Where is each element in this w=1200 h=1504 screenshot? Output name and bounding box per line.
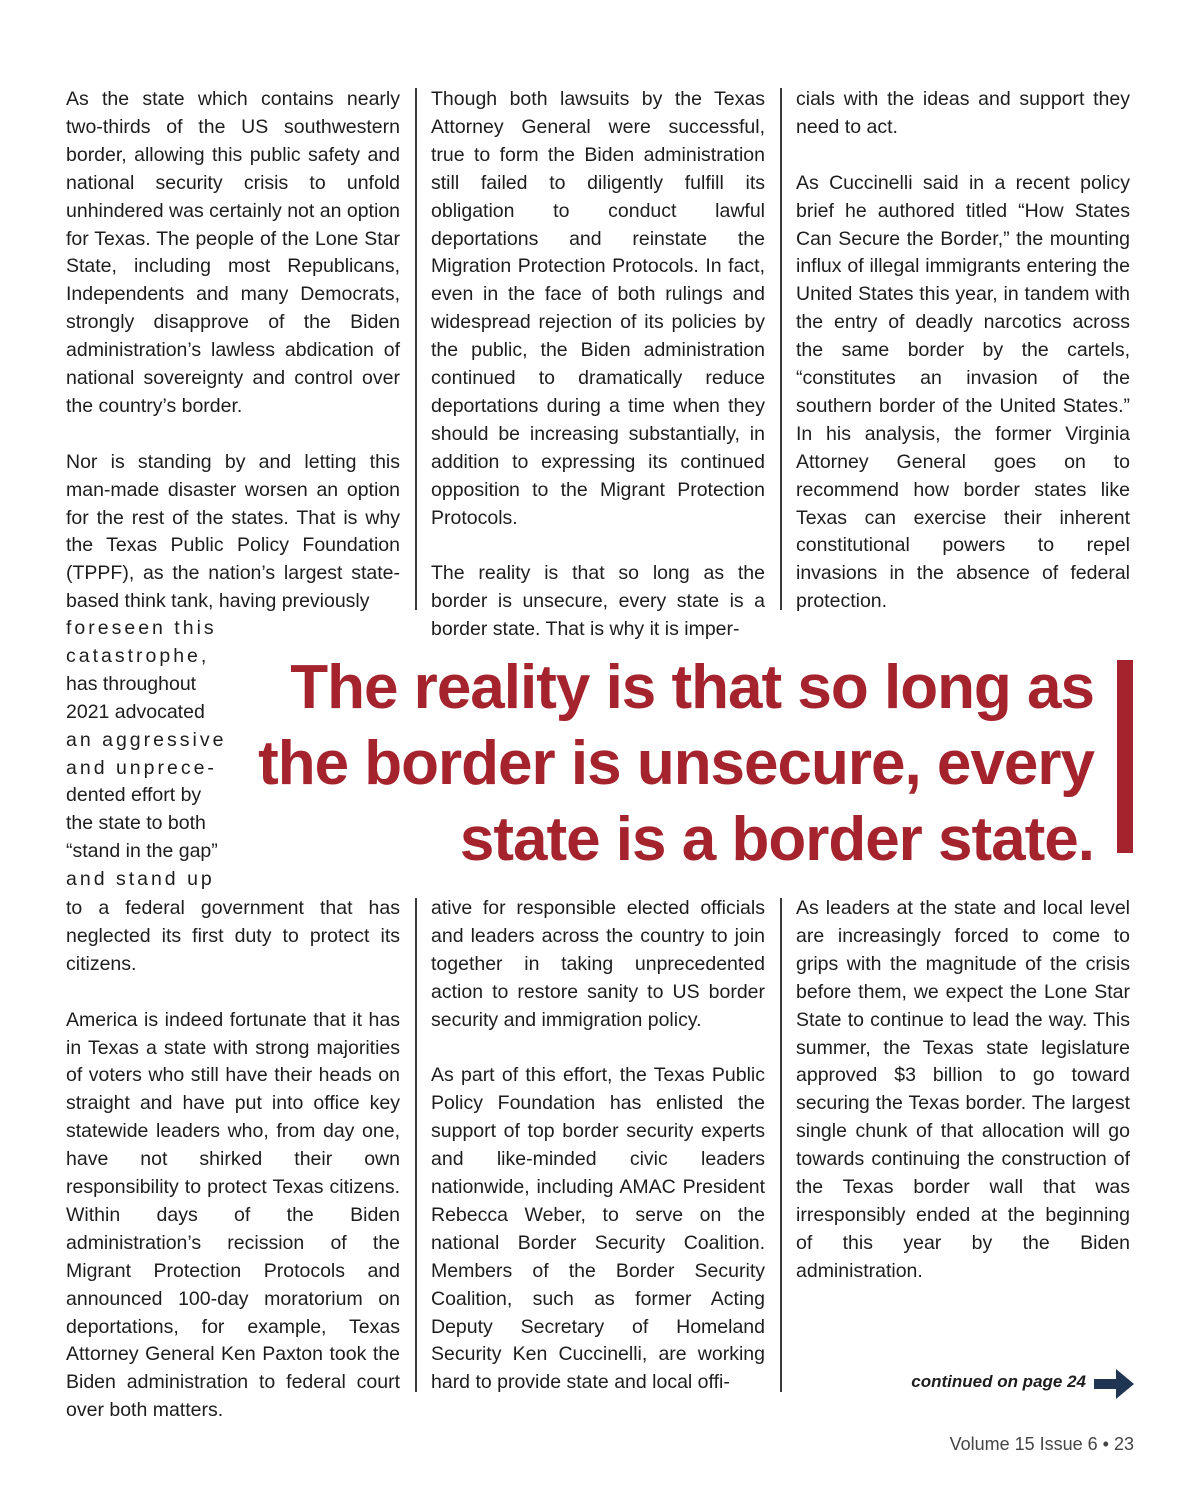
continued-note: continued on page 24 [911, 1372, 1086, 1391]
line: foreseen this [66, 617, 217, 639]
column-divider [415, 88, 417, 610]
paragraph: As the state which contains nearly two-thirds of the US southwestern border, allowing this public safety and national security crisis to unfold unhindered was certainly not an option for Texas. The people of the Lone Star State, including most Republicans, Independents and many Democrats, strongly disapprove of the Biden administration’s lawless abdication of national sovereignty and control over the country’s border. [66, 88, 400, 417]
pull-quote-line: the border is unsecure, every [258, 729, 1094, 798]
paragraph: As leaders at the state and local level are increasingly forced to come to grips with the magnitude of the crisis before them, we expect the Lone Star State to continue to lead the way. This summer, the Texas state legislature approved $3 billion to go toward securing the Texas border. The largest single chunk of that allocation will go towards continuing the construction of the Texas border wall that was irresponsibly ended at the beginning of this year by the Biden administration. [796, 897, 1130, 1282]
paragraph: The reality is that so long as the border is unsecure, every state is a border state. That is why it is imper- [431, 562, 765, 641]
accent-bar [1117, 660, 1133, 853]
column-2-top [431, 86, 765, 644]
column-1-wrap [66, 615, 227, 894]
column-3-top [796, 86, 1130, 616]
column-divider [780, 898, 782, 1392]
line: and stand up [66, 868, 215, 891]
column-2-bottom [431, 895, 765, 1397]
column-1-top [66, 86, 400, 616]
pull-quote-line: The reality is that so long as [290, 653, 1094, 722]
line: has throughout [66, 672, 197, 695]
pull-quote [232, 650, 1094, 878]
paragraph: cials with the ideas and support they need to act. [796, 88, 1130, 138]
paragraph: ative for responsible elected officials and leaders across the country to join together in taking unprecedented action to restore sanity to US border security and immigration policy. [431, 897, 765, 1031]
paragraph: Nor is standing by and letting this man-made disaster worsen an option for the rest of the states. That is why the Texas Public Policy Foundation (TPPF), as the nation’s largest state-based think tank, having previously [66, 450, 400, 613]
column-divider [415, 898, 417, 1392]
column-3-bottom [796, 895, 1130, 1286]
column-divider [780, 88, 782, 610]
line: and unprece- [66, 756, 217, 779]
paragraph: to a federal government that has neglected its first duty to protect its citizens. [66, 897, 400, 975]
right-arrow-icon [1094, 1366, 1136, 1402]
paragraph: America is indeed fortunate that it has in Texas a state with strong majorities of voters who still have their heads on straight and have put into office key statewide leaders who, from day one, have not shirked their own responsibility to protect Texas citizens. Within days of the Biden administration’s recission of the Migrant Protection Protocols and announced 100-day moratorium on deportations, for example, Texas Attorney General Ken Paxton took the Biden administration to federal court over both matters. [66, 1008, 400, 1422]
line: catastrophe, [66, 644, 210, 667]
line: “stand in the gap” [66, 840, 218, 863]
paragraph: As Cuccinelli said in a recent policy brief he authored titled “How States Can Secure the Border,” the mounting influx of illegal immigrants entering the United States this year, in tandem with the entry of deadly narcotics across the same border by the cartels, “constitutes an invasion of the southern border of the United States.” In his analysis, the former Virginia Attorney General goes on to recommend how border states like Texas can exercise their inherent constitutional powers to repel invasions in the absence of federal protection. [796, 171, 1130, 613]
pull-quote-line: state is a border state. [459, 805, 1094, 874]
paragraph: Though both lawsuits by the Texas Attorney General were successful, true to form the Biden administration still failed to diligently fulfill its obligation to conduct lawful deportations and reinstate the Migration Protection Protocols. In fact, even in the face of both rulings and widespread rejection of its policies by the public, the Biden administration continued to dramatically reduce deportations during a time when they should be increasing substantially, in addition to expressing its continued opposition to the Migrant Protection Protocols. [431, 88, 765, 529]
line: 2021 advocated [66, 700, 205, 723]
column-1-bottom [66, 895, 400, 1425]
line: an aggressive [66, 728, 227, 751]
paragraph: As part of this effort, the Texas Public Policy Foundation has enlisted the support of top border security experts and like-minded civic leaders nationwide, including AMAC President Rebecca Weber, to serve on the national Border Security Coalition. Members of the Border Security Coalition, such as former Acting Deputy Secretary of Homeland Security Ken Cuccinelli, are working hard to provide state and local offi- [431, 1064, 765, 1394]
page-footer: Volume 15 Issue 6 • 23 [949, 1434, 1134, 1454]
line: dented effort by [66, 784, 202, 807]
line: the state to both [66, 812, 206, 835]
